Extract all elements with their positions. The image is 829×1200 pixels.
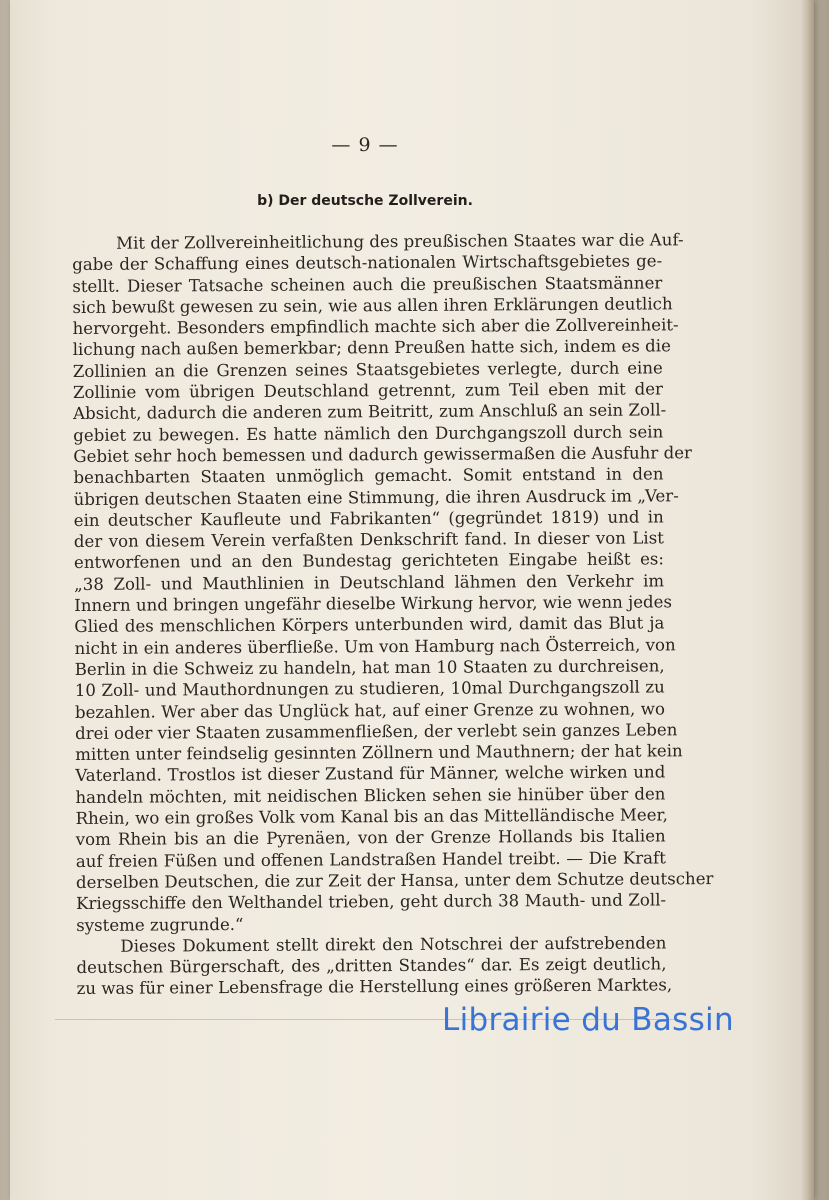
text-line: 10 Zoll- und Mauthordnungen zu studieren, 10mal Durchgangszoll zu — [74, 677, 665, 701]
text-line: stellt. Dieser Tatsache scheinen auch die preußischen Staatsmänner — [72, 272, 663, 296]
body-text — [72, 229, 714, 999]
text-line: „38 Zoll- und Mauthlinien in Deutschland lähmen den Verkehr im — [74, 571, 665, 594]
text-line: systeme zugrunde.“ — [76, 914, 244, 935]
text-line: entworfenen und an den Bundestag gerichteten Eingabe heißt es: — [73, 549, 665, 573]
text-line: Berlin in die Schweiz zu handeln, hat man 10 Staaten zu durchreisen, — [74, 656, 665, 679]
section-heading: b) Der deutsche Zollverein. — [257, 193, 473, 209]
text-line: Absicht, dadurch die anderen zum Beitritt, zum Anschluß an sein Zoll- — [73, 400, 667, 424]
text-line: derselben Deutschen, die zur Zeit der Hansa, unter dem Schutze deutscher — [75, 869, 714, 892]
text-line: gebiet zu bewegen. Es hatte nämlich den Durchgangszoll durch sein — [73, 422, 664, 445]
text-line: auf freien Füßen und offenen Landstraßen Handel treibt. — Die Kraft — [75, 847, 666, 871]
text-line: Mit der Zollvereinheitlichung des preußischen Staates war die Auf- — [116, 230, 684, 253]
text-line: Kriegsschiffe den Welthandel trieben, geht durch 38 Mauth- und Zoll- — [76, 890, 667, 914]
text-line: Innern und bringen ungefähr dieselbe Wirkung hervor, wie wenn jedes — [74, 592, 673, 616]
page-edge — [800, 0, 814, 1200]
text-line: benachbarten Staaten unmöglich gemacht. Somit entstand in den — [73, 464, 664, 488]
text-line: drei oder vier Staaten zusammenfließen, der verlebt sein ganzes Leben — [74, 720, 678, 743]
text-line: zu was für einer Lebensfrage die Herstellung eines größeren Marktes, — [76, 975, 673, 999]
page-number: — 9 — — [331, 134, 399, 156]
text-line: Glied des menschlichen Körpers unterbunden wird, damit das Blut ja — [74, 613, 665, 637]
text-line: bezahlen. Wer aber das Unglück hat, auf einer Grenze zu wohnen, wo — [74, 698, 665, 722]
text-line: sich bewußt gewesen zu sein, wie aus allen ihren Erklärungen deutlich — [72, 294, 673, 317]
text-line: ein deutscher Kaufleute und Fabrikanten“ (gegründet 1819) und in — [73, 507, 664, 530]
text-line: Gebiet sehr hoch bemessen und dadurch gewissermaßen die Ausfuhr der — [73, 443, 692, 466]
text-line: hervorgeht. Besonders empfindlich machte sich aber die Zollvereinheit- — [72, 315, 679, 339]
watermark-text: Librairie du Bassin — [442, 1002, 734, 1038]
text-line: mitten unter feindselig gesinnten Zöllnern und Mauthnern; der hat kein — [75, 741, 683, 765]
text-line: Zollinien an die Grenzen seines Staatsgebietes verlegte, durch eine — [72, 358, 663, 381]
text-line: Dieses Dokument stellt direkt den Notschrei der aufstrebenden — [120, 933, 667, 956]
text-line: Vaterland. Trostlos ist dieser Zustand für Männer, welche wirken und — [75, 762, 666, 786]
text-line: handeln möchten, mit neidischen Blicken sehen sie hinüber über den — [75, 784, 666, 807]
text-line: nicht in ein anderes überfließe. Um von Hamburg nach Österreich, von — [74, 634, 676, 658]
text-line: lichung nach außen bemerkbar; denn Preußen hatte sich, indem es die — [72, 336, 671, 360]
text-line: der von diesem Verein verfaßten Denkschrift fand. In dieser von List — [73, 528, 664, 552]
text-line: Zollinie vom übrigen Deutschland getrennt, zum Teil eben mit der — [72, 379, 664, 403]
text-line: Rhein, wo ein großes Volk vom Kanal bis an das Mittelländische Meer, — [75, 805, 668, 829]
text-line: übrigen deutschen Staaten eine Stimmung, die ihren Ausdruck im „Ver- — [73, 485, 679, 509]
text-line: vom Rhein bis an die Pyrenäen, von der Grenze Hollands bis Italien — [75, 826, 666, 850]
text-line: deutschen Bürgerschaft, des „dritten Standes“ dar. Es zeigt deutlich, — [76, 954, 667, 978]
text-line: gabe der Schaffung eines deutsch-nationalen Wirtschaftsgebietes ge- — [72, 251, 663, 275]
